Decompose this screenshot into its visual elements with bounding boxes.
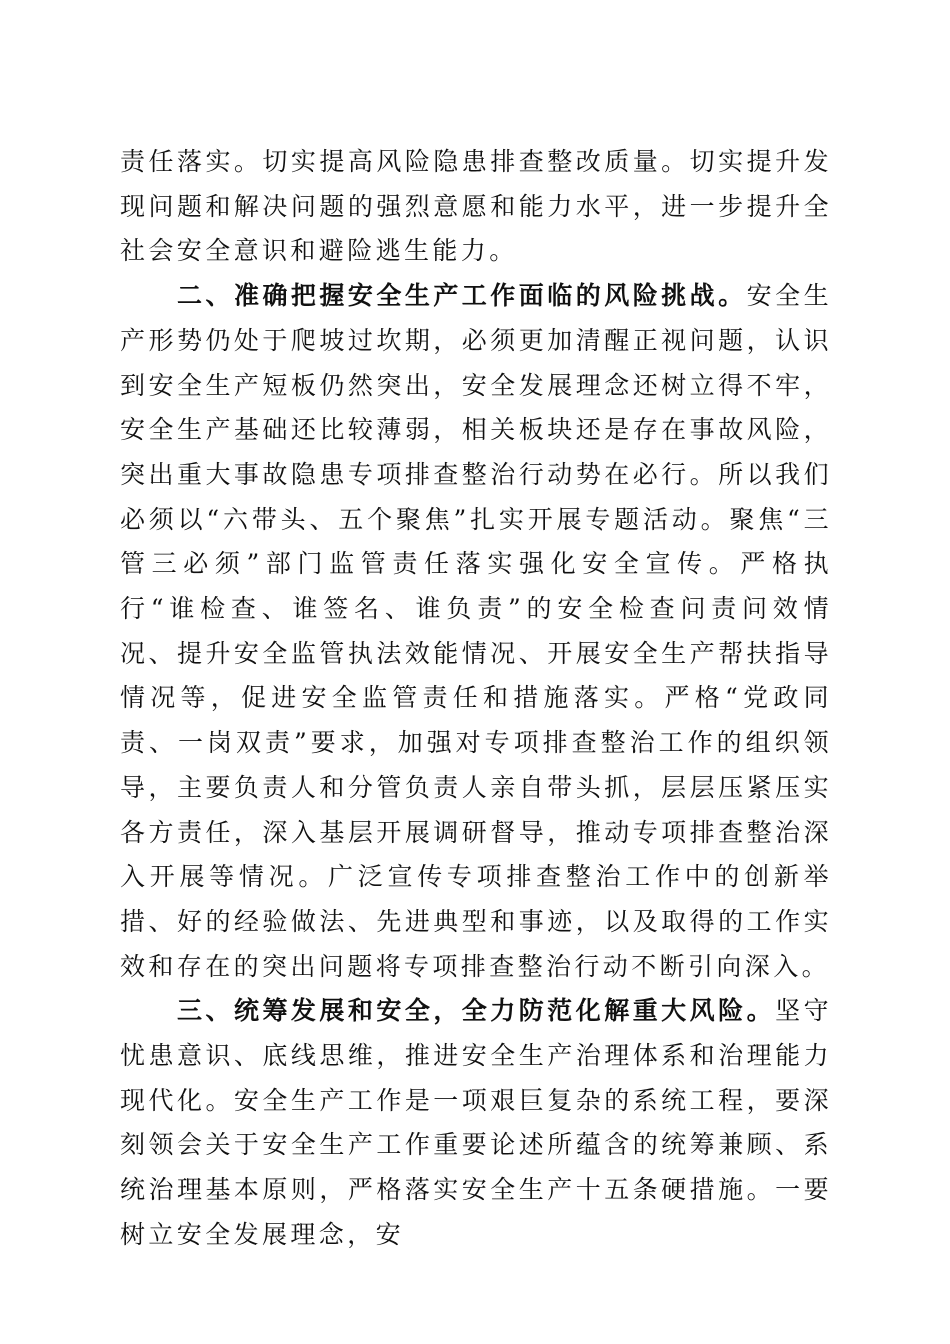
section-2-heading: 二、准确把握安全生产工作面临的风险挑战。	[177, 281, 747, 311]
paragraph-1-text: 责任落实。切实提高风险隐患排查整改质量。切实提升发现问题和解决问题的强烈意愿和能力水平，进一步提升全社会安全意识和避险逃生能力。	[120, 147, 832, 266]
document-page	[120, 140, 832, 1258]
section-3-text: 坚守忧患意识、底线思维，推进安全生产治理体系和治理能力现代化。安全生产工作是一项艰巨复杂的系统工程，要深刻领会关于安全生产工作重要论述所蕴含的统筹兼顾、系统治理基本原则，严格落实安全生产十五条硬措施。一要树立安全发展理念，安	[120, 996, 832, 1249]
section-2-text: 安全生产形势仍处于爬坡过坎期，必须更加清醒正视问题，认识到安全生产短板仍然突出，安全发展理念还树立得不牢，安全生产基础还比较薄弱，相关板块还是存在事故风险，突出重大事故隐患专项排查整治行动势在必行。所以我们必须以“六带头、五个聚焦”扎实开展专题活动。聚焦“三管三必须”部门监管责任落实强化安全宣传。严格执行“谁检查、谁签名、谁负责”的安全检查问责问效情况、提升安全监管执法效能情况、开展安全生产帮扶指导情况等，促进安全监管责任和措施落实。严格“党政同责、一岗双责”要求，加强对专项排查整治工作的组织领导，主要负责人和分管负责人亲自带头抓，层层压紧压实各方责任，深入基层开展调研督导，推动专项排查整治深入开展等情况。广泛宣传专项排查整治工作中的创新举措、好的经验做法、先进典型和事迹，以及取得的工作实效和存在的突出问题将专项排查整治行动不断引向深入。	[120, 281, 832, 981]
paragraph-section-3	[120, 989, 832, 1257]
section-3-heading: 三、统筹发展和安全，全力防范化解重大风险。	[177, 996, 776, 1026]
paragraph-continuation	[120, 140, 832, 274]
paragraph-section-2	[120, 274, 832, 989]
